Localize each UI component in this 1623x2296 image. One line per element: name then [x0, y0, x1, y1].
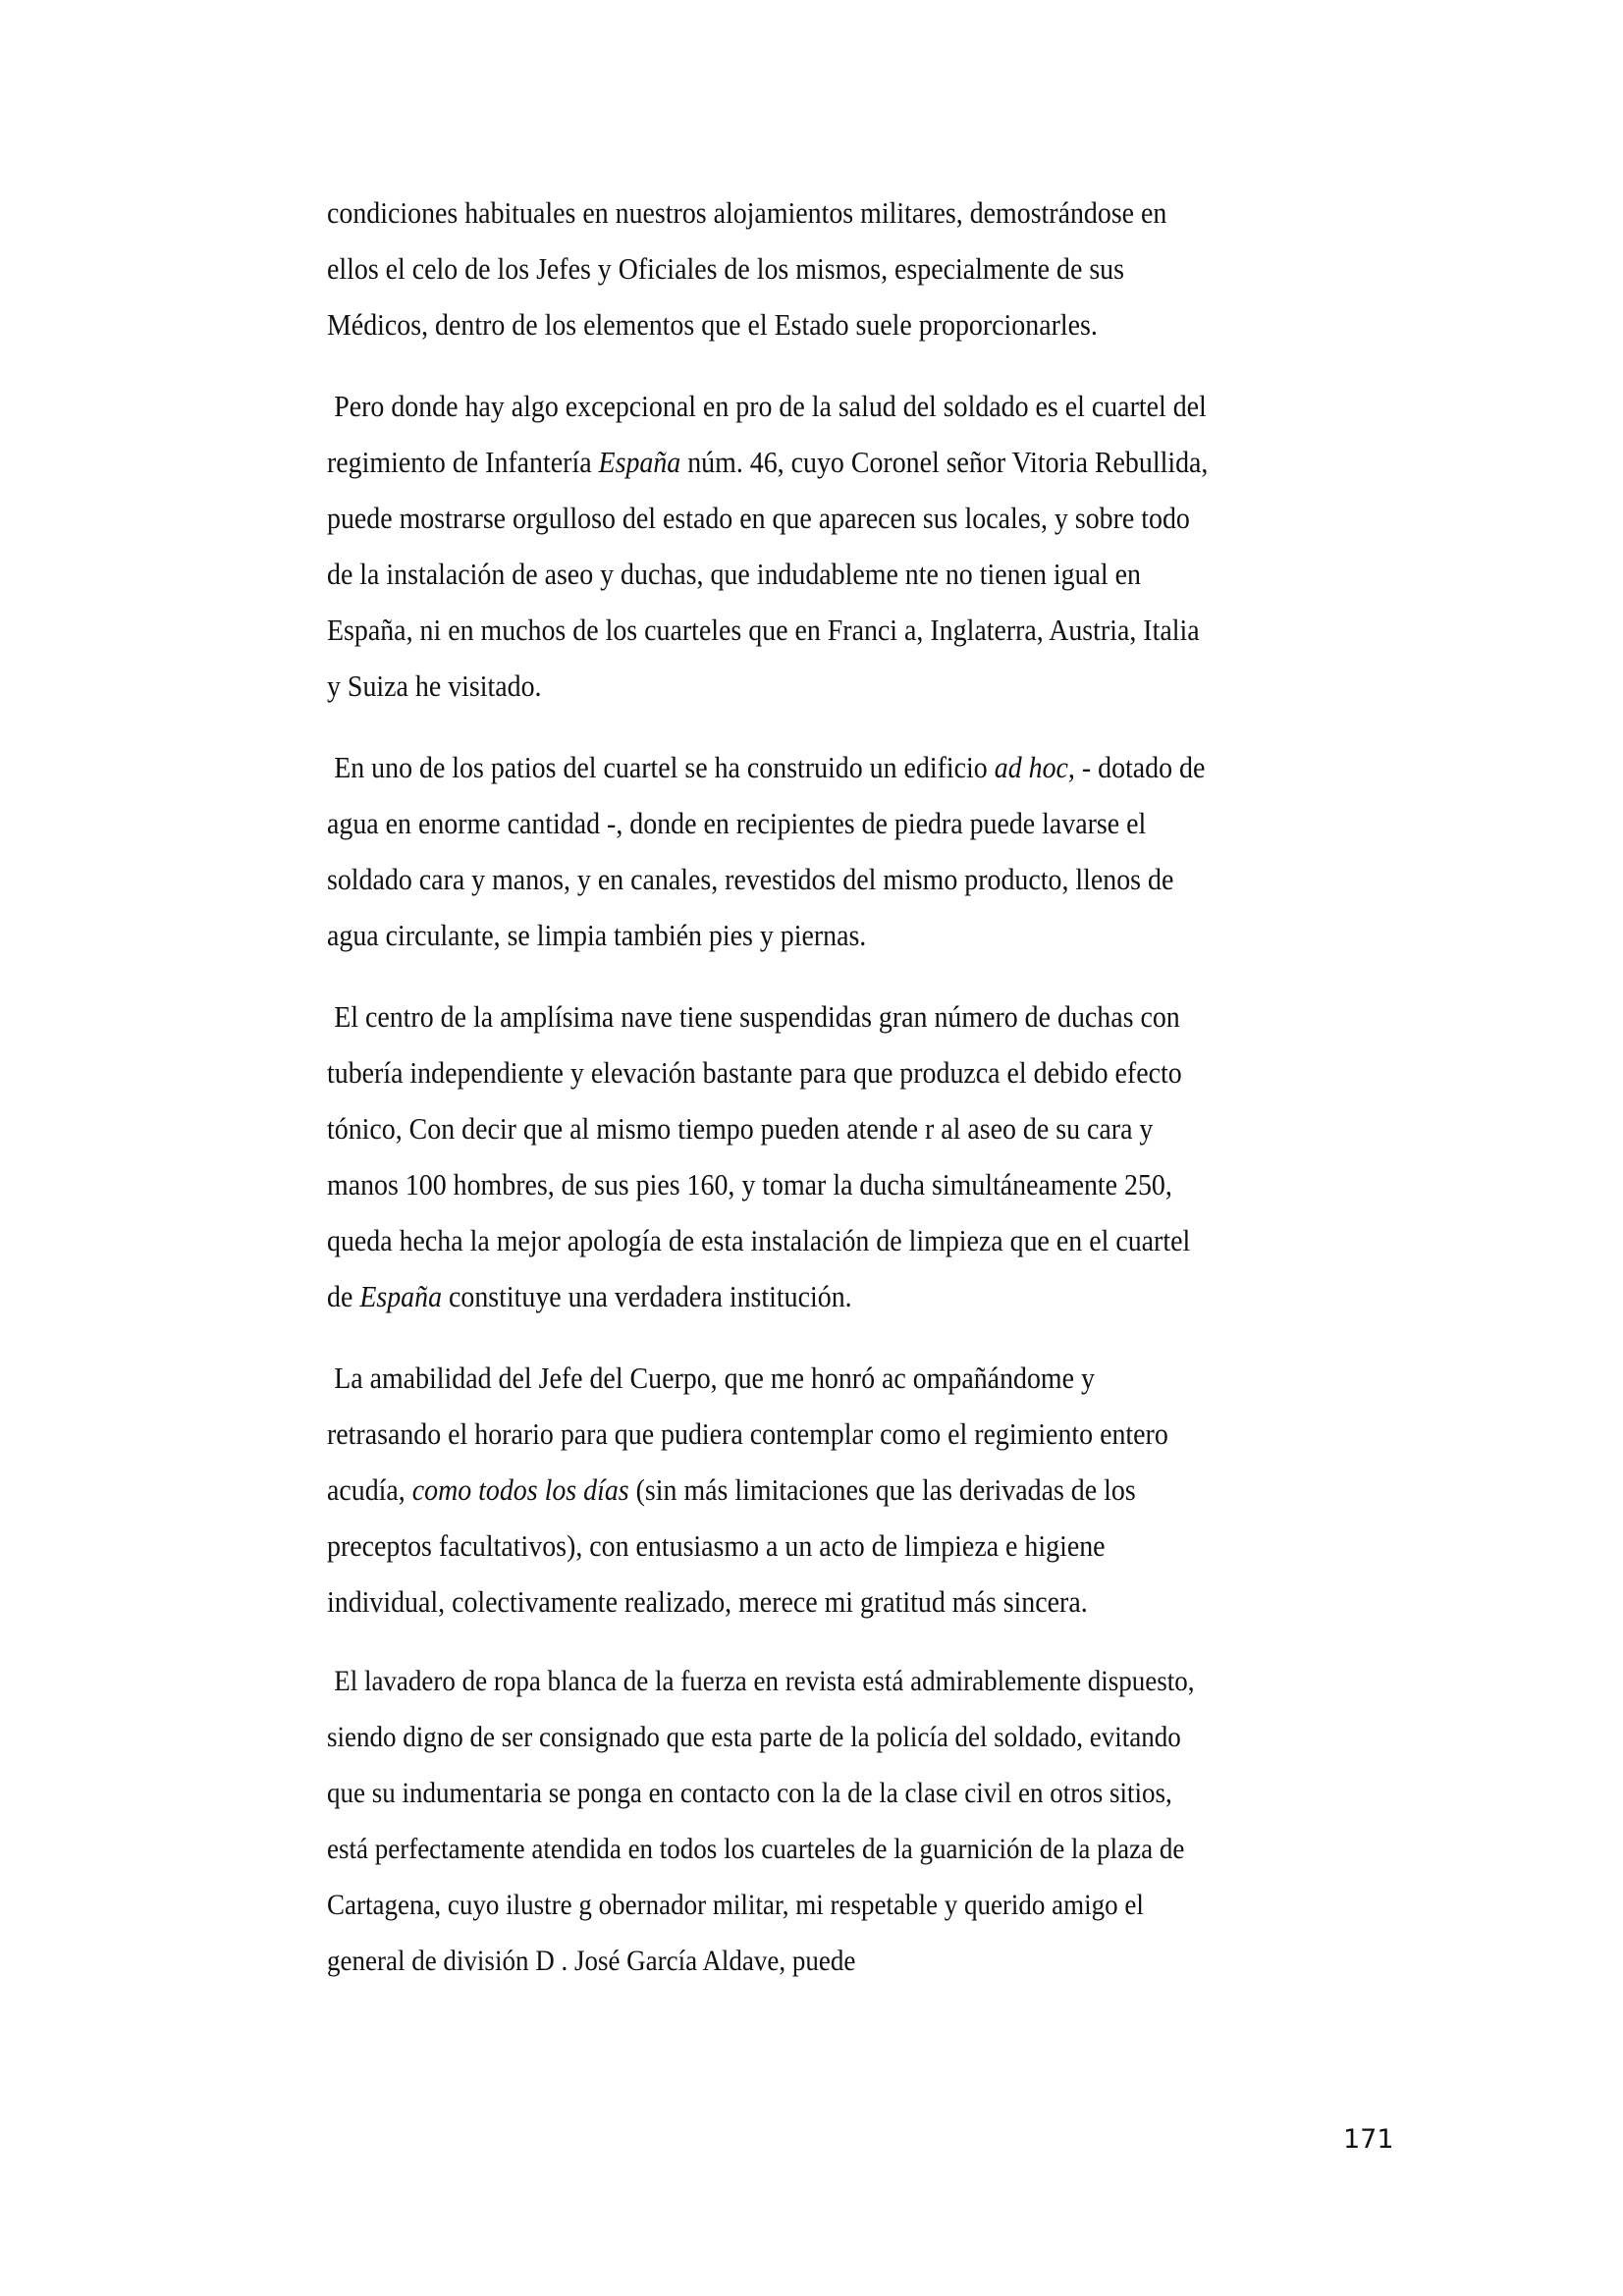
text-line: [327, 559, 1141, 589]
text-run: acudía,: [327, 1472, 412, 1507]
text-line: [327, 920, 866, 950]
text-run: En uno de los patios del cuartel se ha construido un edificio: [334, 750, 995, 784]
text-run: y Suiza he visitado.: [327, 668, 542, 703]
page-number: 171: [1343, 2124, 1394, 2155]
text-line: [327, 1530, 1106, 1561]
text-run: La amabilidad del Jefe del Cuerpo, que me honró ac ompañándome y: [334, 1361, 1095, 1395]
text-run: preceptos facultativos), con entusiasmo a un acto de limpieza e higiene: [327, 1528, 1106, 1563]
text-run: regimiento de Infantería: [327, 445, 599, 479]
text-line: [327, 253, 1124, 284]
text-line: [327, 614, 1200, 645]
text-run: España, ni en muchos de los cuarteles que en Franci a, Inglaterra, Austria, Italia: [327, 613, 1200, 647]
text-line: [327, 1362, 1095, 1393]
text-run: Médicos, dentro de los elementos que el Estado suele proporcionarles.: [327, 307, 1098, 342]
text-run: tubería independiente y elevación bastante para que produzca el debido efecto: [327, 1055, 1182, 1090]
text-run: constituye una verdadera institución.: [442, 1279, 852, 1313]
text-run: tónico, Con decir que al mismo tiempo pueden atende r al aseo de su cara y: [327, 1111, 1154, 1146]
text-run: retrasando el horario para que pudiera contemplar como el regimiento entero: [327, 1416, 1168, 1451]
text-run: puede mostrarse orgulloso del estado en que aparecen sus locales, y sobre todo: [327, 501, 1190, 535]
text-run: núm. 46, cuyo Coronel señor Vitoria Rebullida,: [680, 445, 1209, 479]
text-line: [327, 1225, 1190, 1255]
text-run: (sin más limitaciones que las derivadas de los: [628, 1472, 1136, 1507]
text-line: [327, 808, 1146, 838]
text-run: de: [327, 1279, 360, 1313]
text-run: Pero donde hay algo excepcional en pro de la salud del soldado es el cuartel del: [334, 389, 1207, 423]
text-line: [327, 391, 1207, 421]
text-run: agua en enorme cantidad -, donde en recipientes de piedra puede lavarse el: [327, 806, 1147, 840]
text-line: [327, 1281, 852, 1311]
text-run: Cartagena, cuyo ilustre g obernador militar, mi respetable y querido amigo el: [327, 1889, 1144, 1921]
text-line: [327, 197, 1166, 228]
text-run: El centro de la amplísima nave tiene suspendidas gran número de duchas con: [334, 999, 1180, 1034]
text-run: individual, colectivamente realizado, merece mi gratitud más sincera.: [327, 1584, 1088, 1619]
text-line: [327, 1586, 1088, 1617]
text-line: [327, 447, 1208, 477]
text-run: queda hecha la mejor apología de esta instalación de limpieza que en el cuartel: [327, 1223, 1191, 1257]
italic-text: España: [598, 445, 681, 479]
text-line: [327, 309, 1098, 340]
text-line: [327, 1779, 1172, 1808]
text-line: [327, 1723, 1181, 1752]
text-line: [327, 1057, 1182, 1088]
text-run: manos 100 hombres, de sus pies 160, y tomar la ducha simultáneamente 250,: [327, 1167, 1172, 1201]
text-run: está perfectamente atendida en todos los cuarteles de la guarnición de la plaza de: [327, 1833, 1185, 1865]
text-line: [327, 1891, 1144, 1920]
text-line: [327, 1947, 855, 1976]
text-run: siendo digno de ser consignado que esta parte de la policía del soldado, evitando: [327, 1721, 1181, 1753]
text-line: [327, 1113, 1153, 1144]
text-line: [327, 1418, 1168, 1449]
text-run: soldado cara y manos, y en canales, revestidos del mismo producto, llenos de: [327, 862, 1174, 896]
text-run: que su indumentaria se ponga en contacto con la de la clase civil en otros sitios,: [327, 1777, 1172, 1809]
text-line: [327, 503, 1190, 533]
text-line: [327, 752, 1205, 782]
text-run: general de división D . José García Aldave, puede: [327, 1945, 856, 1977]
text-line: [327, 1667, 1195, 1696]
text-run: agua circulante, se limpia también pies y piernas.: [327, 918, 867, 952]
text-run: ellos el celo de los Jefes y Oficiales de los mismos, especialmente de sus: [327, 251, 1124, 286]
text-run: - dotado de: [1074, 750, 1206, 784]
text-line: [327, 670, 542, 701]
italic-text: España: [359, 1279, 443, 1313]
text-run: El lavadero de ropa blanca de la fuerza en revista está admirablemente dispuesto,: [334, 1665, 1195, 1697]
text-run: condiciones habituales en nuestros alojamientos militares, demostrándose en: [327, 195, 1167, 230]
text-run: de la instalación de aseo y duchas, que indudableme nte no tienen igual en: [327, 557, 1141, 591]
text-line: [327, 1835, 1184, 1864]
text-line: [327, 1001, 1180, 1032]
text-line: [327, 1474, 1136, 1505]
italic-text: ad hoc,: [994, 750, 1075, 784]
text-line: [327, 1169, 1172, 1200]
text-line: [327, 864, 1173, 894]
italic-text: como todos los días: [411, 1472, 629, 1507]
